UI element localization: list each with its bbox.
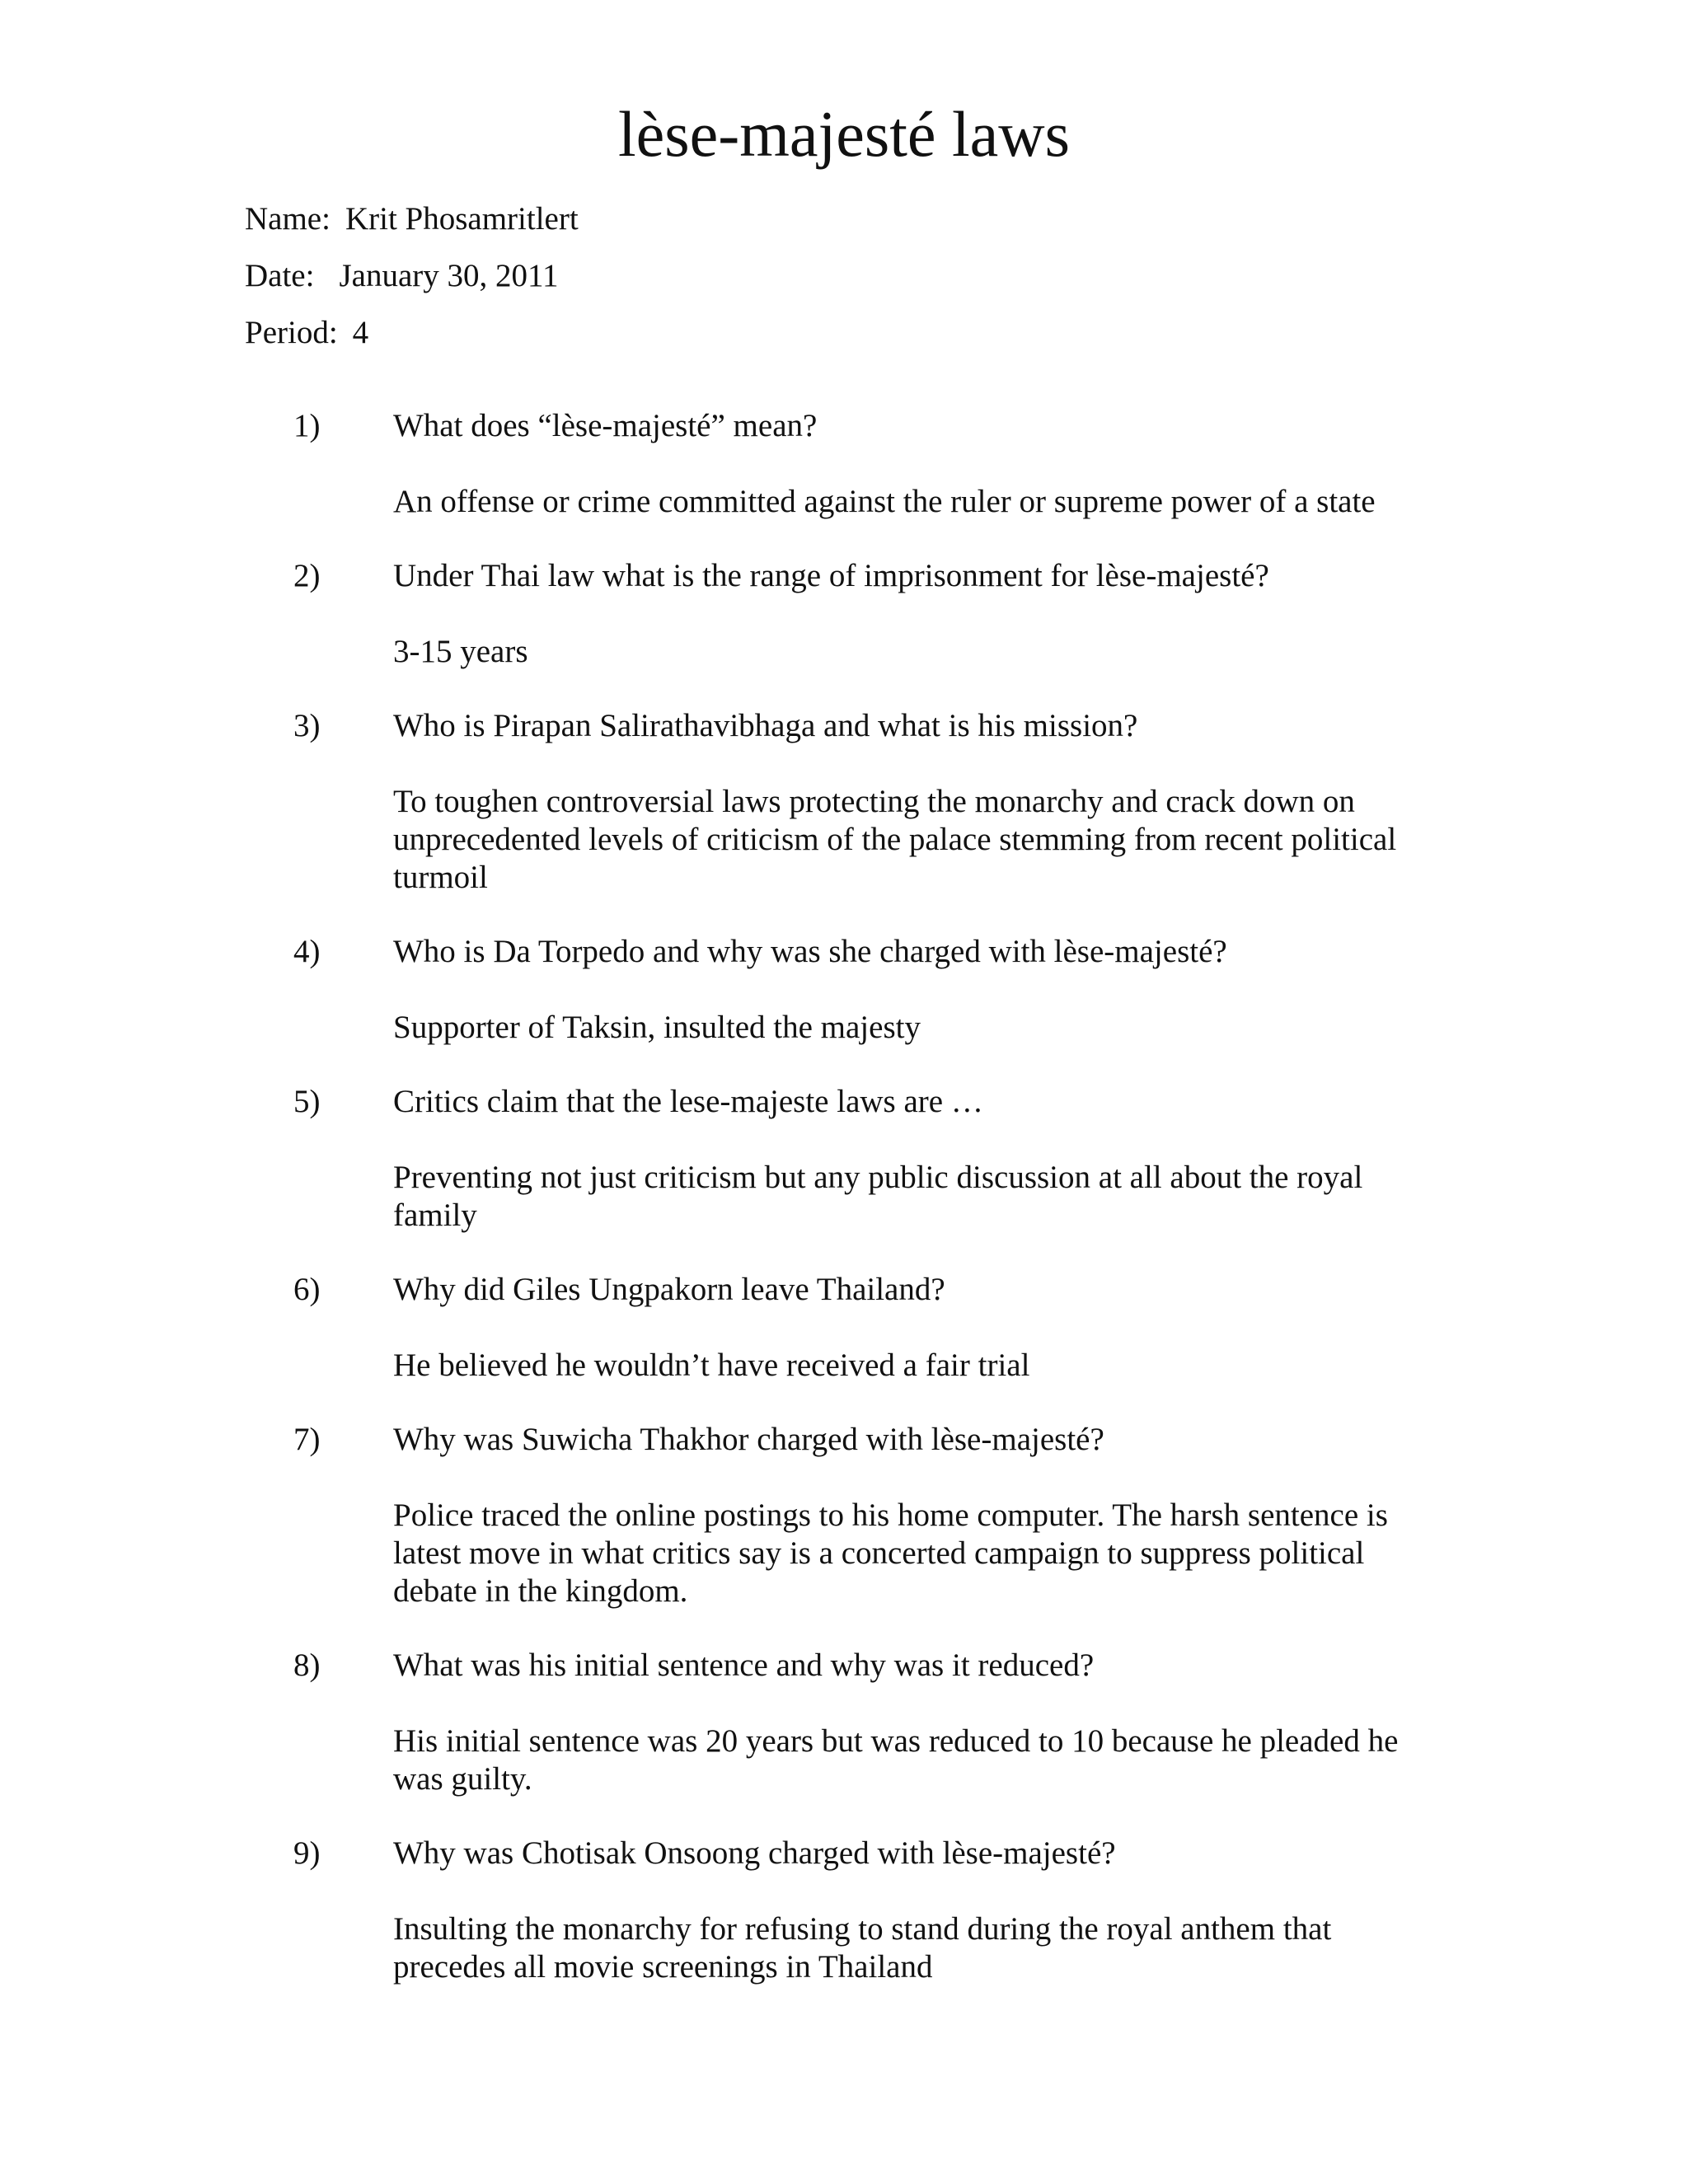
question-row: [0, 557, 1688, 595]
question-item: [0, 707, 1688, 897]
question-text: Why was Suwicha Thakhor charged with lèse-majesté?: [393, 1422, 1104, 1457]
question-row: [0, 707, 1688, 745]
question-item: [0, 933, 1688, 1047]
question-number: 7): [293, 1422, 321, 1457]
question-row: [0, 1083, 1688, 1121]
period-value: 4: [352, 315, 369, 350]
question-text: Under Thai law what is the range of imprisonment for lèse-majesté?: [393, 558, 1269, 593]
question-item: [0, 407, 1688, 521]
date-label: Date:: [245, 258, 315, 293]
date-row: [245, 257, 579, 314]
answer-text: Preventing not just criticism but any public discussion at all about the royal family: [393, 1160, 1363, 1233]
question-text: What was his initial sentence and why was it reduced?: [393, 1647, 1095, 1683]
period-label: Period:: [245, 315, 338, 350]
question-row: [0, 1271, 1688, 1309]
question-number: 6): [293, 1272, 321, 1307]
name-value: Krit Phosamritlert: [345, 201, 579, 237]
answer-text: 3-15 years: [393, 634, 528, 669]
question-row: [0, 407, 1688, 445]
name-label: Name:: [245, 201, 331, 237]
question-row: [0, 1647, 1688, 1685]
question-text: Critics claim that the lese-majeste laws are …: [393, 1084, 983, 1119]
question-item: [0, 1421, 1688, 1610]
question-number: 3): [293, 708, 321, 743]
question-list: [0, 407, 1688, 2022]
question-item: [0, 1647, 1688, 1798]
answer-text: His initial sentence was 20 years but was reduced to 10 because he pleaded he was guilty.: [393, 1723, 1399, 1797]
question-row: [0, 1835, 1688, 1872]
question-item: [0, 1271, 1688, 1385]
answer-text: Police traced the online postings to his home computer. The harsh sentence is latest move in what critics say is a concerted campaign to suppress political debate in the kingdom.: [393, 1497, 1388, 1609]
question-text: Who is Pirapan Salirathavibhaga and what is his mission?: [393, 708, 1138, 743]
student-info: [245, 200, 579, 371]
answer-text: An offense or crime committed against the ruler or supreme power of a state: [393, 484, 1376, 519]
question-text: Who is Da Torpedo and why was she charged with lèse-majesté?: [393, 934, 1227, 969]
question-item: [0, 557, 1688, 671]
question-item: [0, 1835, 1688, 1986]
question-number: 5): [293, 1084, 321, 1119]
question-number: 9): [293, 1835, 321, 1871]
answer-text: He believed he wouldn’t have received a fair trial: [393, 1347, 1030, 1383]
question-row: [0, 1421, 1688, 1459]
question-row: [0, 933, 1688, 971]
question-text: Why was Chotisak Onsoong charged with lèse-majesté?: [393, 1835, 1116, 1871]
question-text: What does “lèse-majesté” mean?: [393, 408, 818, 443]
date-value: January 30, 2011: [339, 258, 559, 293]
question-number: 2): [293, 558, 321, 593]
question-text: Why did Giles Ungpakorn leave Thailand?: [393, 1272, 945, 1307]
name-row: [245, 200, 579, 257]
answer-text: To toughen controversial laws protecting the monarchy and crack down on unprecedented levels of criticism of the palace stemming from recent political turmoil: [393, 784, 1397, 895]
answer-text: Insulting the monarchy for refusing to stand during the royal anthem that precedes all movie screenings in Thailand: [393, 1911, 1332, 1985]
question-item: [0, 1083, 1688, 1235]
question-number: 8): [293, 1647, 321, 1683]
period-row: [245, 314, 579, 371]
document-title: lèse-majesté laws: [618, 98, 1070, 170]
answer-text: Supporter of Taksin, insulted the majesty: [393, 1010, 921, 1045]
question-number: 1): [293, 408, 321, 443]
question-number: 4): [293, 934, 321, 969]
